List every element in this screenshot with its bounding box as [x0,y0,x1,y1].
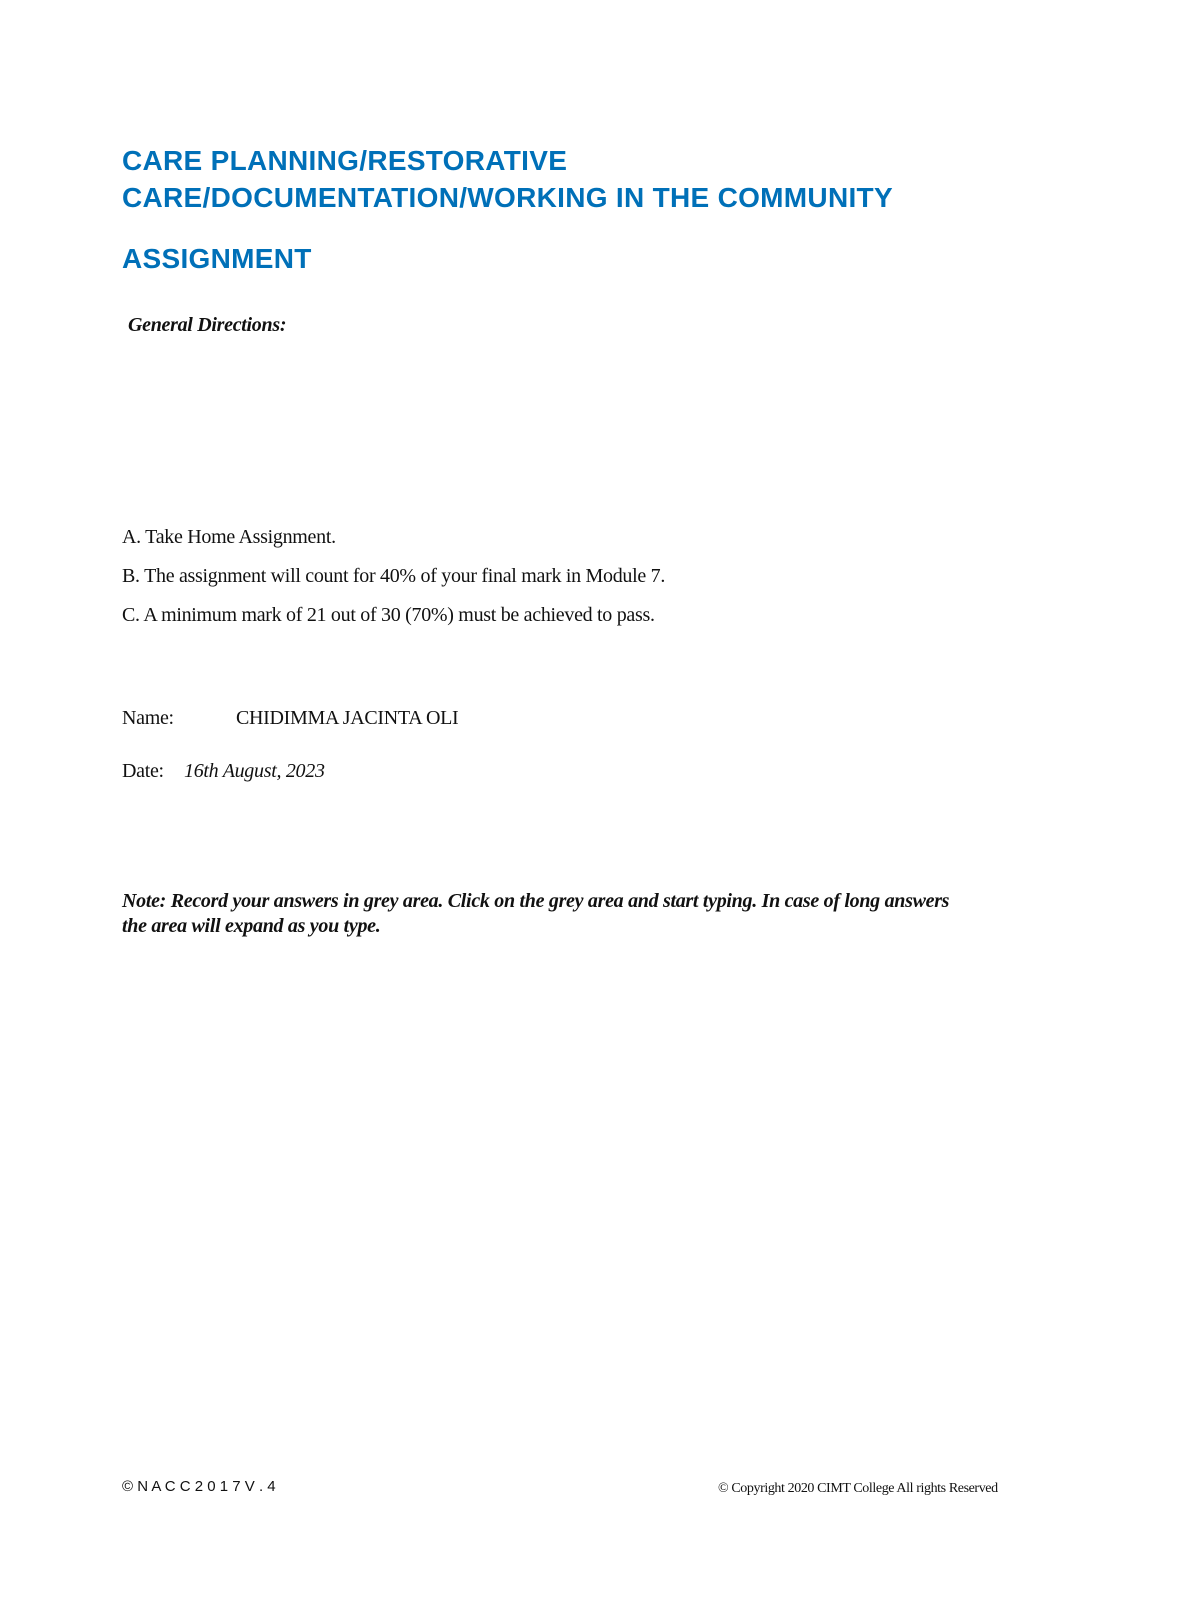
title-line-2: CARE/DOCUMENTATION/WORKING IN THE COMMUNITY [122,182,893,213]
direction-c: C. A minimum mark of 21 out of 30 (70%) must be achieved to pass. [122,604,655,626]
footer-right: © Copyright 2020 CIMT College All rights Reserved [718,1481,998,1496]
direction-a: A. Take Home Assignment. [122,526,336,548]
title-line-1: CARE PLANNING/RESTORATIVE [122,145,568,176]
direction-b: B. The assignment will count for 40% of your final mark in Module 7. [122,565,666,587]
name-value[interactable]: CHIDIMMA JACINTA OLI [236,707,459,729]
subtitle: ASSIGNMENT [122,243,312,274]
date-label: Date: [122,760,164,782]
note-line-2: the area will expand as you type. [122,915,381,937]
note-line-1: Note: Record your answers in grey area. Click on the grey area and start typing. In case of long answers [122,890,950,912]
date-value[interactable]: 16th August, 2023 [184,760,325,782]
name-label: Name: [122,707,174,729]
footer-left: © N A C C 2 0 1 7 V . 4 [122,1478,276,1495]
general-directions-heading: General Directions: [128,314,287,336]
